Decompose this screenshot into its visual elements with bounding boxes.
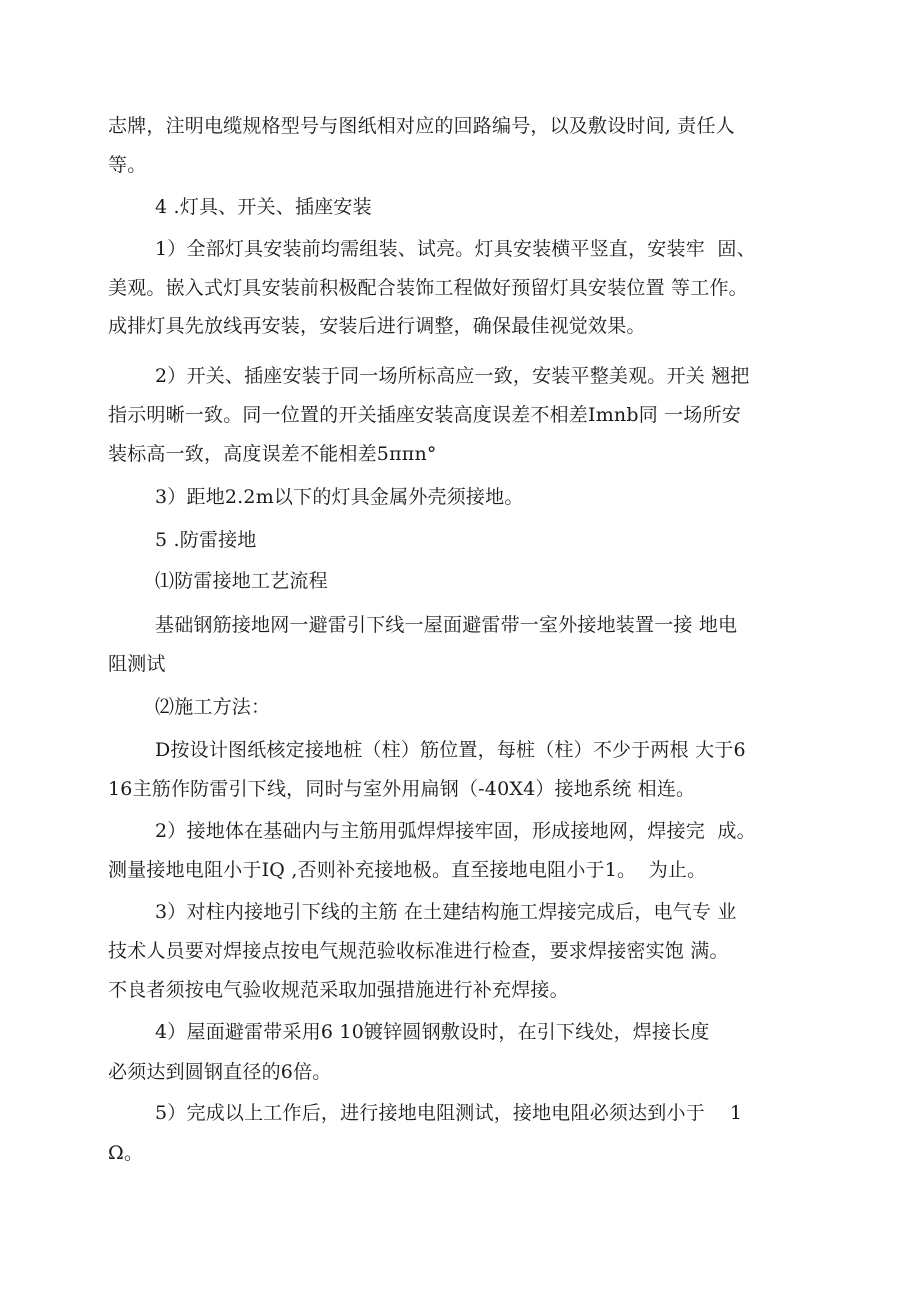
text-line: 3）距地2.2m以下的灯具金属外壳须接地。 [155, 486, 524, 508]
text-line: 16主筋作防雷引下线，同时与室外用扁钢（-40X4）接地系统 相连。 [108, 778, 696, 800]
text-line: 志牌，注明电缆规格型号与图纸相对应的回路编号，以及敷设时间, 责任人 [108, 115, 735, 137]
text-line: 3）对柱内接地引下线的主筋 在土建结构施工焊接完成后，电气专 业 [155, 901, 737, 923]
text-line: D按设计图纸核定接地桩（柱）筋位置，每桩（柱）不少于两根 大于6 [155, 739, 746, 761]
text-line: 成排灯具先放线再安装，安装后进行调整，确保最佳视觉效果。 [108, 315, 646, 337]
text-line: 基础钢筋接地网一避雷引下线一屋面避雷带一室外接地装置一接 地电 [155, 614, 738, 636]
subsection-heading: ⑴防雷接地工艺流程 [155, 570, 328, 592]
section-heading: 5 .防雷接地 [155, 529, 257, 551]
text-line: 装标高一致，高度误差不能相差5ππn° [108, 443, 437, 465]
text-line: 1）全部灯具安装前均需组装、试亮。灯具安装横平竖直，安装牢 固、 [155, 238, 756, 260]
text-line: 4）屋面避雷带采用6 10镀锌圆钢敷设时，在引下线处，焊接长度 [155, 1021, 710, 1043]
text-line: 不良者须按电气验收规范采取加强措施进行补充焊接。 [108, 979, 569, 1001]
text-line: 2）接地体在基础内与主筋用弧焊焊接牢固，形成接地网，焊接完 成。 [155, 820, 756, 842]
text-line: 技术人员要对焊接点按电气规范验收标准进行检查，要求焊接密实饱 满。 [108, 940, 729, 962]
text-line: 测量接地电阻小于IQ ,否则补充接地极。直至接地电阻小于1。 为止。 [108, 859, 707, 881]
text-line: 美观。嵌入式灯具安装前积极配合装饰工程做好预留灯具安装位置 等工作。 [108, 277, 748, 299]
text-line: 2）开关、插座安装于同一场所标高应一致，安装平整美观。开关 翘把 [155, 365, 750, 387]
text-line: 5）完成以上工作后，进行接地电阻测试，接地电阻必须达到小于 1 [155, 1102, 743, 1124]
section-heading: 4 .灯具、开关、插座安装 [155, 196, 372, 218]
text-line: Ω。 [108, 1142, 144, 1164]
text-line: 阻测试 [108, 653, 166, 675]
text-line: 必须达到圆钢直径的6倍。 [108, 1061, 332, 1083]
text-line: 指示明晰一致。同一位置的开关插座安装高度误差不相差Imnb同 一场所安 [108, 404, 741, 426]
subsection-heading: ⑵施工方法： [155, 696, 271, 718]
text-line: 等。 [108, 154, 147, 176]
